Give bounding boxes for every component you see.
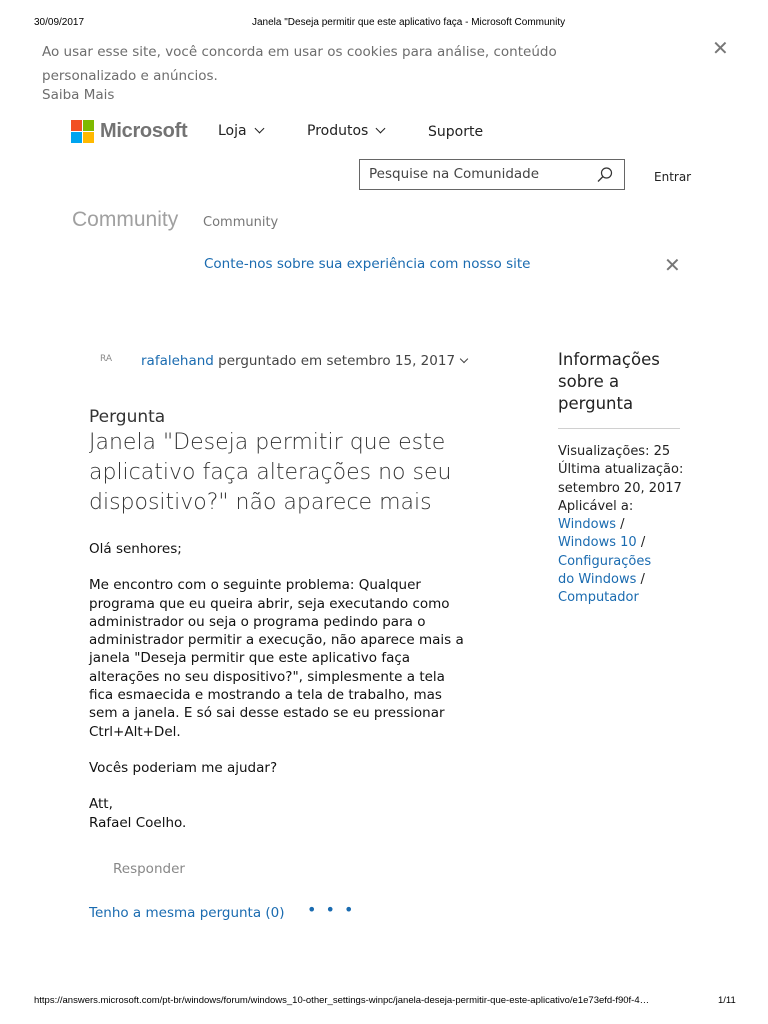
search-input[interactable] <box>369 166 589 182</box>
tag-separator: / <box>636 535 646 551</box>
question-body <box>89 540 469 850</box>
print-date: 30/09/2017 <box>34 17 85 28</box>
brand-name: Microsoft <box>100 120 188 142</box>
applies-label: Aplicável a: <box>558 498 634 514</box>
print-page-number: 1/11 <box>718 995 736 1006</box>
author-link[interactable]: rafalehand <box>141 353 214 369</box>
body-paragraph: Att, Rafael Coelho. <box>89 796 187 831</box>
body-paragraph: Olá senhores; <box>89 541 182 557</box>
cookie-notice: Ao usar esse site, você concorda em usar os cookies para análise, conteúdo personalizado e anúncios. <box>42 44 557 84</box>
updated-label: Última atualização: <box>558 462 684 478</box>
nav-loja-label: Loja <box>218 123 247 139</box>
microsoft-logo[interactable] <box>71 120 187 143</box>
info-details <box>558 443 718 608</box>
feedback-close-icon[interactable]: ✕ <box>664 253 681 277</box>
info-title: Informações sobre a pergunta <box>558 350 660 413</box>
question-label: Pergunta <box>89 407 166 427</box>
asked-date: perguntado em setembro 15, 2017 <box>218 353 456 369</box>
print-url: https://answers.microsoft.com/pt-br/windows/forum/windows_10-other_settings-winpc/janela-deseja-permitir-que-este-aplicativo/e1e73efd-f90f-4… <box>34 995 650 1006</box>
nav-loja[interactable] <box>218 123 263 139</box>
avatar: RA <box>100 354 113 364</box>
search-icon[interactable] <box>596 166 614 184</box>
cookie-close-icon[interactable]: ✕ <box>712 36 729 60</box>
search-box <box>359 159 625 190</box>
print-title: Janela "Deseja permitir que este aplicativo faça - Microsoft Community <box>252 17 566 28</box>
chevron-down-icon <box>376 124 386 134</box>
divider <box>558 428 680 429</box>
tag-windows-10[interactable]: Windows 10 <box>558 535 637 551</box>
tag-windows-settings[interactable]: Configurações do Windows <box>558 553 652 588</box>
chevron-down-icon <box>254 124 264 134</box>
more-options-icon[interactable]: • • • <box>307 900 356 919</box>
nav-produtos[interactable] <box>307 123 384 139</box>
question-title: Janela "Deseja permitir que este aplicativo faça alterações no seu dispositivo?" não aparece mais <box>89 430 452 515</box>
nav-suporte-label: Suporte <box>428 124 484 140</box>
feedback-link[interactable]: Conte-nos sobre sua experiência com nosso site <box>204 256 531 272</box>
tag-windows[interactable]: Windows <box>558 517 617 533</box>
community-breadcrumb[interactable]: Community <box>203 215 279 230</box>
tag-computador[interactable]: Computador <box>558 590 639 606</box>
tag-separator: / <box>616 517 625 533</box>
author-line <box>141 353 467 369</box>
nav-produtos-label: Produtos <box>307 123 369 139</box>
nav-suporte[interactable] <box>428 124 483 140</box>
sign-in-link[interactable]: Entrar <box>654 170 692 184</box>
body-paragraph: Me encontro com o seguinte problema: Qualquer programa que eu queira abrir, seja executando como administrador ou seja o programa pedindo para o administrador permitir a execução, não aparece mais a janela "Deseja permitir que este aplicativo faça alterações no seu dispositivo?", simplesmente a tela fica esmaecida e mostrando a tela de trabalho, mas sem a janela. E só sai desse estado se eu pressionar Ctrl+Alt+Del. <box>89 577 464 740</box>
body-paragraph: Vocês poderiam me ajudar? <box>89 759 278 776</box>
updated-value: setembro 20, 2017 <box>558 480 682 496</box>
chevron-down-icon[interactable] <box>460 355 468 363</box>
reply-button[interactable]: Responder <box>113 861 185 877</box>
same-question-button[interactable]: Tenho a mesma pergunta (0) <box>89 905 285 921</box>
windows-logo-icon <box>71 120 94 143</box>
community-title[interactable]: Community <box>72 208 179 231</box>
cookie-learn-more-link[interactable]: Saiba Mais <box>42 87 115 103</box>
views-count: Visualizações: 25 <box>558 444 671 459</box>
tag-separator: / <box>636 572 645 588</box>
